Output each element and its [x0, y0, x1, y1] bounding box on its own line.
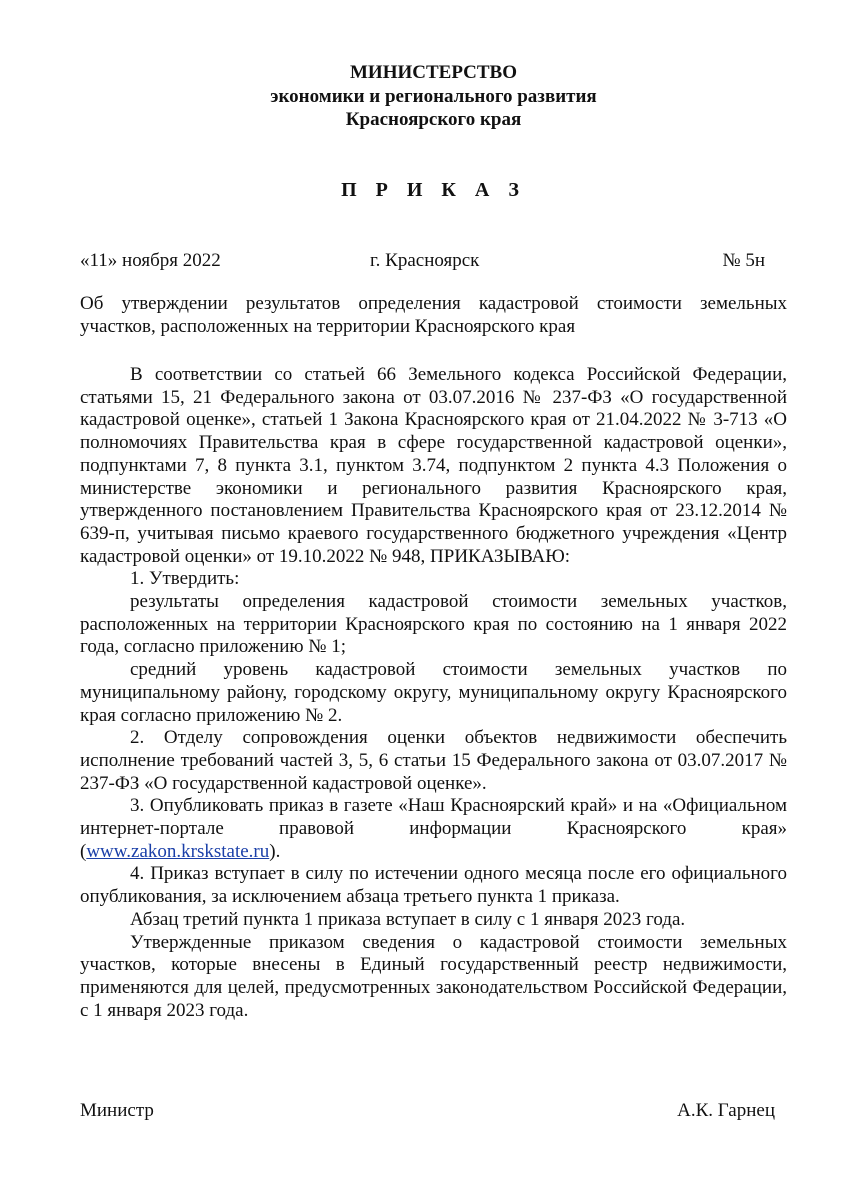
- preamble: В соответствии со статьей 66 Земельного кодекса Российской Федерации, статьями 15, 21 Федерального закона от 03.07.2016 № 237-ФЗ «О государственной кадастровой оценке», статьей 1 Закона Красноярского края от 21.04.2022 № 3-713 «О полномочиях Правительства края в сфере государственной кадастровой оценки», подпунктами 7, 8 пункта 3.1, пунктом 3.74, подпунктом 2 пункта 4.3 Положения о министерстве экономики и регионального развития Красноярского края, утвержденного постановлением Правительства Красноярского края от 23.12.2014 № 639-п, учитывая письмо краевого государственного бюджетного учреждения «Центр кадастровой оценки» от 19.10.2022 № 948, ПРИКАЗЫВАЮ:: [80, 364, 787, 567]
- ministry-subtitle: экономики и регионального развития: [270, 86, 597, 107]
- item-1-paragraph-a: результаты определения кадастровой стоимости земельных участков, расположенных на территории Красноярского края по состоянию на 1 января 2022 года, согласно приложению № 1;: [80, 591, 787, 658]
- ministry-region: Красноярского края: [345, 109, 522, 130]
- document-date: «11» ноября 2022: [80, 250, 221, 271]
- ministry-title: МИНИСТЕРСТВО: [349, 62, 518, 83]
- document-subject: Об утверждении результатов определения кадастровой стоимости земельных участков, расположенных на территории Красноярского края: [80, 293, 787, 337]
- item-2: 2. Отделу сопровождения оценки объектов недвижимости обеспечить исполнение требований частей 3, 5, 6 статьи 15 Федерального закона от 03.07.2017 № 237-ФЗ «О государственной кадастровой оценке».: [80, 727, 787, 794]
- signatory-name: А.К. Гарнец: [677, 1100, 775, 1121]
- item-3-text: 3. Опубликовать приказ в газете «Наш Красноярский край» и на «Официальном интернет-портале правовой информации Красноярского края» (: [80, 795, 787, 862]
- paragraph-application: Утвержденные приказом сведения о кадастровой стоимости земельных участков, которые внесены в Единый государственный реестр недвижимости, применяются для целей, предусмотренных законодательством Российской Федерации, с 1 января 2023 года.: [80, 931, 787, 1021]
- item-1-paragraph-b: средний уровень кадастровой стоимости земельных участков по муниципальному району, городскому округу, муниципальному округу Красноярского края согласно приложению № 2.: [80, 659, 787, 726]
- item-3-tail: ).: [269, 840, 281, 862]
- item-1-heading: 1. Утвердить:: [130, 568, 240, 590]
- document-meta: [80, 249, 787, 273]
- item-3: [80, 795, 787, 863]
- document-body: [80, 364, 787, 1022]
- portal-link[interactable]: www.zakon.krskstate.ru: [86, 840, 270, 862]
- document-city: г. Красноярск: [370, 250, 480, 271]
- paragraph-effective-date: Абзац третий пункта 1 приказа вступает в силу с 1 января 2023 года.: [130, 908, 686, 930]
- document-number: № 5н: [722, 250, 765, 271]
- item-4: 4. Приказ вступает в силу по истечении одного месяца после его официального опубликования, за исключением абзаца третьего пункта 1 приказа.: [80, 863, 787, 908]
- document-type: П Р И К А З: [341, 179, 526, 201]
- signatory-title: Министр: [80, 1100, 154, 1121]
